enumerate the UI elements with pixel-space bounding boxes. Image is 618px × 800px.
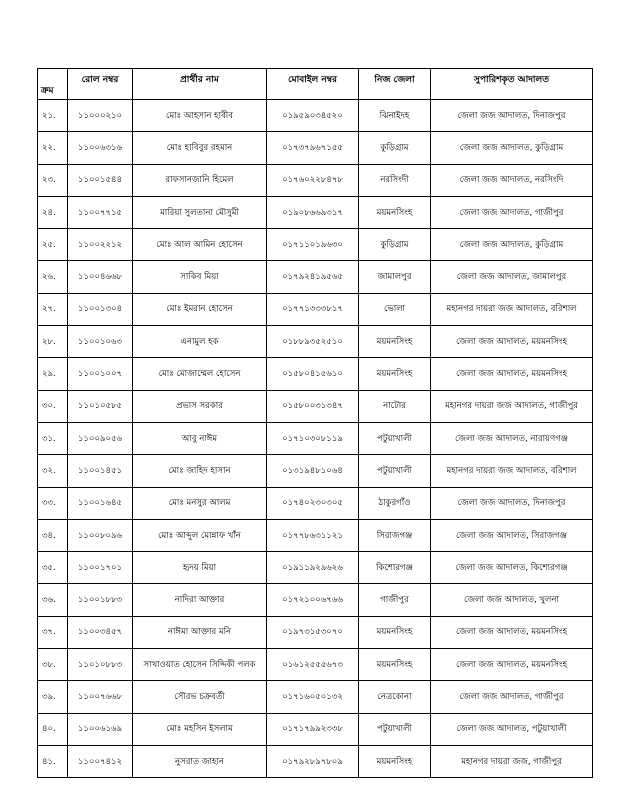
candidate-name-cell: মোঃ মনসুর আলম	[133, 487, 267, 519]
header-row	[38, 69, 593, 100]
serial-cell: ৩৮.	[38, 649, 68, 681]
home-district-cell: ভোলা	[359, 293, 431, 325]
candidate-name-cell: সাকিব মিয়া	[133, 261, 267, 293]
serial-cell: ২৭.	[38, 293, 68, 325]
table-row	[38, 519, 593, 551]
table-row	[38, 584, 593, 616]
table-row	[38, 390, 593, 422]
roll-number-cell: ১১০০১৪৫১	[68, 455, 133, 487]
candidate-name-cell: মোঃ মহসিন ইসলাম	[133, 713, 267, 745]
home-district-cell: গাজীপুর	[359, 584, 431, 616]
serial-cell: ২৮.	[38, 326, 68, 358]
header-mobile: মোবাইল নম্বর	[267, 69, 359, 100]
mobile-number-cell: ০১৭৭১৩৩৩৮১৭	[267, 293, 359, 325]
header-serial: ক্রম	[38, 69, 68, 100]
candidate-name-cell: নুসরাত জাহান	[133, 745, 267, 777]
recommended-court-cell: মহানগর দায়রা জজ আদালত, বরিশাল	[431, 455, 593, 487]
recommended-court-cell: জেলা জজ আদালত, নারায়ণগঞ্জ	[431, 422, 593, 454]
candidate-name-cell: এনামুল হক	[133, 326, 267, 358]
roll-number-cell: ১১০০১৩০৪	[68, 293, 133, 325]
candidate-name-cell: মোঃ মোজাম্মেল হোসেন	[133, 358, 267, 390]
recommended-court-cell: জেলা জজ আদালত, ময়মনসিংহ	[431, 616, 593, 648]
home-district-cell: ঝিনাইদহ	[359, 100, 431, 132]
serial-cell: ৩৪.	[38, 519, 68, 551]
candidate-name-cell: সাখাওয়াত হোসেন সিদ্দিকী পলক	[133, 649, 267, 681]
mobile-number-cell: ০১৯৫৯০৩৪৫২০	[267, 100, 359, 132]
mobile-number-cell: ০১৭১০৩০৮১১৯	[267, 422, 359, 454]
serial-cell: ৪০.	[38, 713, 68, 745]
home-district-cell: নরসিংদী	[359, 164, 431, 196]
mobile-number-cell: ০১৭১৭৯৯২৩৩৮	[267, 713, 359, 745]
table-row	[38, 196, 593, 228]
mobile-number-cell: ০১৭৪০২৩০৩০৫	[267, 487, 359, 519]
serial-cell: ৩৬.	[38, 584, 68, 616]
roll-number-cell: ১১০০১০০৭	[68, 358, 133, 390]
mobile-number-cell: ০১৭৩৭৯৬৭১৫৫	[267, 132, 359, 164]
mobile-number-cell: ০১৭৯২৮৯৭৮০৯	[267, 745, 359, 777]
recommended-court-cell: জেলা জজ আদালত, সিরাজগঞ্জ	[431, 519, 593, 551]
home-district-cell: পটুয়াখালী	[359, 455, 431, 487]
home-district-cell: পটুয়াখালী	[359, 713, 431, 745]
recommended-court-cell: জেলা জজ আদালত, পটুয়াখালী	[431, 713, 593, 745]
candidate-table	[37, 68, 593, 778]
table-row	[38, 132, 593, 164]
home-district-cell: কুড়িগ্রাম	[359, 229, 431, 261]
table-row	[38, 261, 593, 293]
home-district-cell: ময়মনসিংহ	[359, 358, 431, 390]
roll-number-cell: ১১০০৬৩১৬	[68, 132, 133, 164]
home-district-cell: নাটোর	[359, 390, 431, 422]
roll-number-cell: ১১০০১৭০১	[68, 552, 133, 584]
mobile-number-cell: ০১৩১৯৪৮১০৬৪	[267, 455, 359, 487]
roll-number-cell: ১১০১০৮৮৩	[68, 649, 133, 681]
mobile-number-cell: ০১৭১১০১৯৬৩০	[267, 229, 359, 261]
home-district-cell: পটুয়াখালী	[359, 422, 431, 454]
table-row	[38, 358, 593, 390]
home-district-cell: ময়মনসিংহ	[359, 745, 431, 777]
serial-cell: ৪১.	[38, 745, 68, 777]
table-row	[38, 293, 593, 325]
home-district-cell: কিশোরগঞ্জ	[359, 552, 431, 584]
table-row	[38, 745, 593, 777]
recommended-court-cell: জেলা জজ আদালত, জামালপুর	[431, 261, 593, 293]
roll-number-cell: ১১০০৯০৫৬	[68, 422, 133, 454]
home-district-cell: ময়মনসিংহ	[359, 649, 431, 681]
roll-number-cell: ১১০০৪৬৬৮	[68, 261, 133, 293]
candidate-name-cell: মারিয়া সুলতানা মৌসুমী	[133, 196, 267, 228]
recommended-court-cell: জেলা জজ আদালত, দিনাজপুর	[431, 487, 593, 519]
serial-cell: ২৯.	[38, 358, 68, 390]
mobile-number-cell: ০১৫৮০৪১৫৬১০	[267, 358, 359, 390]
serial-cell: ২৫.	[38, 229, 68, 261]
candidate-name-cell: প্রভাস সরকার	[133, 390, 267, 422]
mobile-number-cell: ০১৮৮৯৩৫২৫১০	[267, 326, 359, 358]
candidate-name-cell: মোঃ আহসান হাবীব	[133, 100, 267, 132]
home-district-cell: কুড়িগ্রাম	[359, 132, 431, 164]
table-row	[38, 616, 593, 648]
recommended-court-cell: মহানগর দায়রা জজ আদালত, গাজীপুর	[431, 390, 593, 422]
mobile-number-cell: ০১৯০৮৬৬৯৩১৭	[267, 196, 359, 228]
serial-cell: ২৪.	[38, 196, 68, 228]
mobile-number-cell: ০১৬১২৫৫৫৬৭৩	[267, 649, 359, 681]
recommended-court-cell: জেলা জজ আদালত, ময়মনসিংহ	[431, 649, 593, 681]
table-row	[38, 552, 593, 584]
recommended-court-cell: জেলা জজ আদালত, দিনাজপুর	[431, 100, 593, 132]
serial-cell: ৩৯.	[38, 681, 68, 713]
home-district-cell: ময়মনসিংহ	[359, 196, 431, 228]
table-row	[38, 681, 593, 713]
serial-cell: ২৬.	[38, 261, 68, 293]
candidate-name-cell: নাঈমা আক্তার মনি	[133, 616, 267, 648]
home-district-cell: নেত্রকোনা	[359, 681, 431, 713]
mobile-number-cell: ০১৭১৬০৫০১৩২	[267, 681, 359, 713]
table-row	[38, 422, 593, 454]
header-name: প্রার্থীর নাম	[133, 69, 267, 100]
serial-cell: ৩০.	[38, 390, 68, 422]
table-row	[38, 326, 593, 358]
recommended-court-cell: জেলা জজ আদালত, নরসিংদি	[431, 164, 593, 196]
candidate-name-cell: আবু নাঈম	[133, 422, 267, 454]
roll-number-cell: ১১০০৬১৬৯	[68, 713, 133, 745]
roll-number-cell: ১১০০১০৬৩	[68, 326, 133, 358]
roll-number-cell: ১১০১০৫৮৫	[68, 390, 133, 422]
roll-number-cell: ১১০০৭৭১৫	[68, 196, 133, 228]
serial-cell: ৩১.	[38, 422, 68, 454]
header-court: সুপারিশকৃত আদালত	[431, 69, 593, 100]
home-district-cell: সিরাজগঞ্জ	[359, 519, 431, 551]
roll-number-cell: ১১০০৩৪৫৭	[68, 616, 133, 648]
table-body	[38, 100, 593, 778]
mobile-number-cell: ০১৭৯২৪১৯৫৬৫	[267, 261, 359, 293]
recommended-court-cell: জেলা জজ আদালত, কুড়িগ্রাম	[431, 132, 593, 164]
table-row	[38, 100, 593, 132]
candidate-name-cell: হৃদয় মিয়া	[133, 552, 267, 584]
mobile-number-cell: ০১৫৮০০৩১৩৪৭	[267, 390, 359, 422]
candidate-name-cell: মোঃ হাবিবুর রহমান	[133, 132, 267, 164]
serial-cell: ৩২.	[38, 455, 68, 487]
recommended-court-cell: জেলা জজ আদালত, কিশোরগঞ্জ	[431, 552, 593, 584]
recommended-court-cell: মহানগর দায়রা জজ আদালত, বরিশাল	[431, 293, 593, 325]
roll-number-cell: ১১০০০২১০	[68, 100, 133, 132]
roll-number-cell: ১১০০১৫৪৪	[68, 164, 133, 196]
table-row	[38, 487, 593, 519]
home-district-cell: ঠাকুরগাঁও	[359, 487, 431, 519]
roll-number-cell: ১১০০৭৪১২	[68, 745, 133, 777]
mobile-number-cell: ০১৯১১৯২৯৬২৬	[267, 552, 359, 584]
header-roll: রোল নম্বর	[68, 69, 133, 100]
serial-cell: ২১.	[38, 100, 68, 132]
mobile-number-cell: ০১৭৬০২২৮৪৭৮	[267, 164, 359, 196]
mobile-number-cell: ০১৭৭৮৬৩১১২১	[267, 519, 359, 551]
recommended-court-cell: মহানগর দায়রা জজ, গাজীপুর	[431, 745, 593, 777]
roll-number-cell: ১১০০৭৬৬৮	[68, 681, 133, 713]
recommended-court-cell: জেলা জজ আদালত, খুলনা	[431, 584, 593, 616]
mobile-number-cell: ০১৯৭৩১৫৩০৭০	[267, 616, 359, 648]
table-row	[38, 164, 593, 196]
serial-cell: ২২.	[38, 132, 68, 164]
candidate-name-cell: মোঃ আল আমিন হোসেন	[133, 229, 267, 261]
serial-cell: ৩৭.	[38, 616, 68, 648]
candidate-name-cell: রাফসানজানি হিমেল	[133, 164, 267, 196]
home-district-cell: ময়মনসিংহ	[359, 616, 431, 648]
table-row	[38, 455, 593, 487]
roll-number-cell: ১১০০৮০৯৬	[68, 519, 133, 551]
header-district: নিজ জেলা	[359, 69, 431, 100]
roll-number-cell: ১১০০১৬৪৫	[68, 487, 133, 519]
mobile-number-cell: ০১৭২১০০৬৭৬৬	[267, 584, 359, 616]
home-district-cell: ময়মনসিংহ	[359, 326, 431, 358]
table-row	[38, 649, 593, 681]
recommended-court-cell: জেলা জজ আদালত, কুড়িগ্রাম	[431, 229, 593, 261]
recommended-court-cell: জেলা জজ আদালত, গাজীপুর	[431, 681, 593, 713]
candidate-name-cell: মোঃ ইমরান হোসেন	[133, 293, 267, 325]
roll-number-cell: ১১০০২২১২	[68, 229, 133, 261]
recommended-court-cell: জেলা জজ আদালত, ময়মনসিংহ	[431, 326, 593, 358]
recommended-court-cell: জেলা জজ আদালত, ময়মনসিংহ	[431, 358, 593, 390]
serial-cell: ৩৫.	[38, 552, 68, 584]
candidate-name-cell: মোঃ আব্দুল মোন্নাফ খাঁন	[133, 519, 267, 551]
table-header	[38, 69, 593, 100]
candidate-name-cell: নাদিরা আক্তার	[133, 584, 267, 616]
roll-number-cell: ১১০০১৮৮৩	[68, 584, 133, 616]
recommended-court-cell: জেলা জজ আদালত, গাজীপুর	[431, 196, 593, 228]
candidate-name-cell: সৌরভ চক্রবর্তী	[133, 681, 267, 713]
serial-cell: ২৩.	[38, 164, 68, 196]
candidate-name-cell: মোঃ জাহিদ হাসান	[133, 455, 267, 487]
serial-cell: ৩৩.	[38, 487, 68, 519]
table-row	[38, 229, 593, 261]
home-district-cell: জামালপুর	[359, 261, 431, 293]
table-row	[38, 713, 593, 745]
